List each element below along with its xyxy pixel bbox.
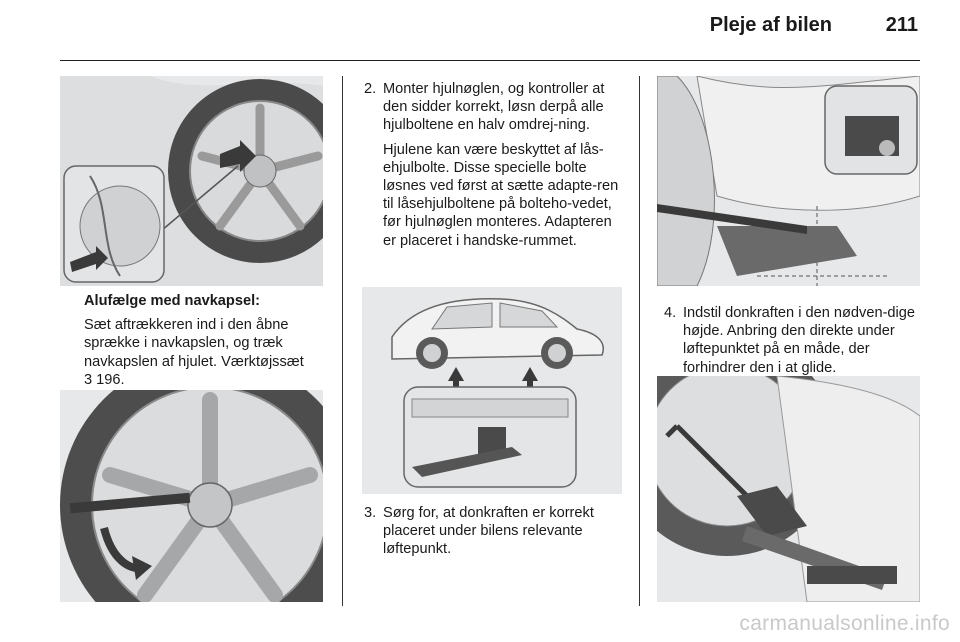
step-2 [364, 80, 626, 250]
caption-reference: 3 196. [84, 371, 125, 388]
page-header-title: Pleje af bilen [709, 14, 832, 36]
column-divider-left [342, 76, 343, 606]
hubcap-removal-illustration [60, 76, 323, 286]
figure-jack-raise [657, 376, 920, 602]
figure-jack-placement [657, 76, 920, 286]
step-3-number: 3. [364, 505, 377, 521]
figure-hubcap-removal [60, 76, 323, 286]
figure-car-lifting-points [362, 287, 622, 494]
step-4-text: Indstil donkraften i den nødven-dige højde. Anbring den direkte under løftepunktet på en måde, der forhindrer den i at glide. [683, 305, 916, 376]
car-lifting-points-illustration [362, 287, 622, 494]
watermark: carmanualsonline.info [739, 612, 950, 635]
step-2-text: Monter hjulnøglen, og kontroller at den sidder korrekt, løsn derpå alle hjulboltene en halv omdrej-ning. [383, 81, 605, 134]
step-4-number: 4. [664, 305, 677, 321]
jack-placement-illustration [657, 76, 920, 286]
step-2-note: Hjulene kan være beskyttet af lås-ehjulbolte. Disse specielle bolte løsnes ved først at sætte adapte-ren til låsehjulboltene på bolteho-vedet, før hjulnøglen monteres. Adapteren er placeret i handske-rummet. [383, 141, 619, 249]
step-3 [364, 504, 626, 559]
page-number: 211 [885, 14, 918, 36]
figure-wheel-wrench [60, 390, 323, 602]
step-4 [664, 304, 924, 377]
step-3-text: Sørg for, at donkraften er korrekt placeret under bilens relevante løftepunkt. [383, 505, 594, 558]
step-2-number: 2. [364, 81, 377, 97]
caption-text: Sæt aftrækkeren ind i den åbne sprække i navkapslen, og træk navkapslen af hjulet. Værktøjssæt [84, 317, 304, 370]
caption-title: Alufælge med navkapsel: [84, 293, 260, 309]
header-divider [60, 60, 920, 61]
column-divider-right [639, 76, 640, 606]
hubcap-caption [84, 292, 338, 389]
jack-raise-illustration [657, 376, 920, 602]
wheel-wrench-illustration [60, 390, 323, 602]
